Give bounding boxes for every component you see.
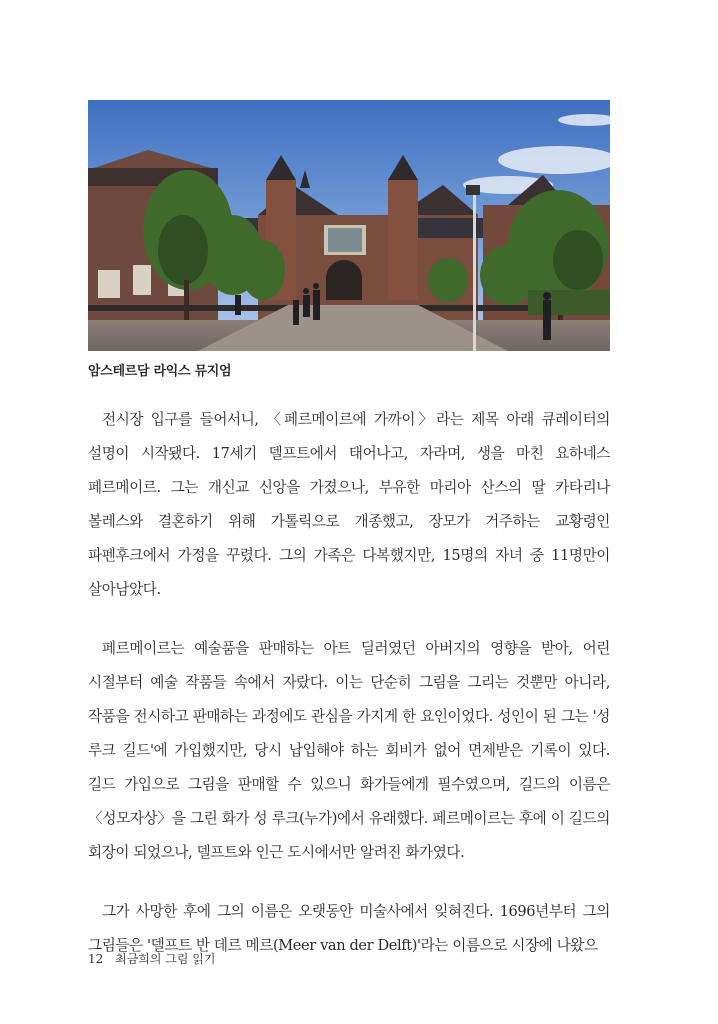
body-text bbox=[88, 403, 610, 963]
book-title: 최금희의 그림 읽기 bbox=[115, 952, 216, 966]
page-number: 12 bbox=[88, 952, 104, 966]
paragraph-1: 전시장 입구를 들어서니, 〈페르메이르에 가까이〉라는 제목 아래 큐레이터의 설명이 시작됐다. 17세기 델프트에서 태어나고, 자라며, 생을 마친 요하네스 페르메이르. 그는 개신교 신앙을 가졌으나, 부유한 마리아 산스의 딸 카타리나 볼레스와 결혼하기 위해 가톨릭으로 개종했고, 장모가 거주하는 교황령인 파펜후크에서 가정을 꾸렸다. 그의 가족은 다복했지만, 15명의 자녀 중 11명만이 살아남았다. bbox=[88, 411, 610, 598]
rijksmuseum-photo bbox=[88, 100, 610, 351]
page-footer bbox=[88, 950, 215, 967]
paragraph-2: 페르메이르는 예술품을 판매하는 아트 딜러였던 아버지의 영향을 받아, 어린 시절부터 예술 작품들 속에서 자랐다. 이는 단순히 그림을 그리는 것뿐만 아니라, 작품을 전시하고 판매하는 과정에도 관심을 가지게 한 요인이었다. 성인이 된 그는 '성 루크 길드'에 가입했지만, 당시 납입해야 하는 회비가 없어 면제받은 기록이 있다. 길드 가입으로 그림을 판매할 수 있으니 화가들에게 필수였으며, 길드의 이름은 〈성모자상〉을 그린 화가 성 루크(누가)에서 유래했다. 페르메이르는 후에 이 길드의 회장이 되었으나, 델프트와 인근 도시에서만 알려진 화가였다. bbox=[88, 640, 610, 861]
photo-caption: 암스테르담 라익스 뮤지엄 bbox=[88, 364, 232, 379]
paragraph-3: 그가 사망한 후에 그의 이름은 오랫동안 미술사에서 잊혀진다. 1696년부터 그의 그림들은 '델프트 반 데르 메르(Meer van der Delft)'라는 이름으로 시장에 나왔으 bbox=[88, 903, 610, 954]
photo-illustration bbox=[88, 100, 610, 351]
